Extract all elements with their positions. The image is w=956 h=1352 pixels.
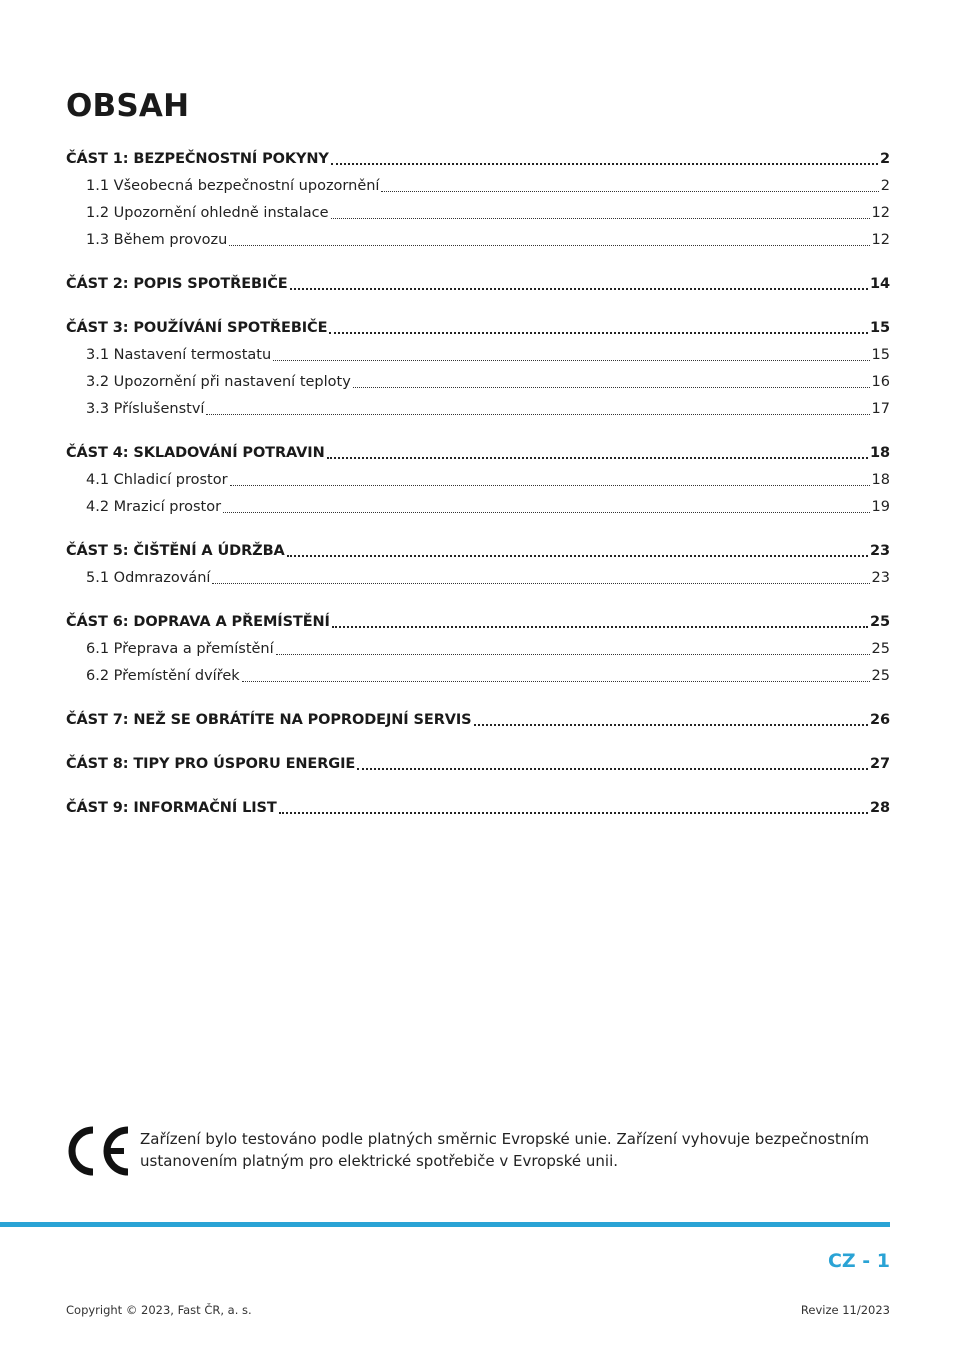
toc-page-number: 18: [870, 445, 890, 461]
toc-entry-label: 3.3 Příslušenství: [86, 401, 205, 417]
toc-dot-leader: [223, 512, 869, 513]
toc-page-number: 18: [871, 472, 890, 488]
toc-entry-label: ČÁST 8: TIPY PRO ÚSPORU ENERGIE: [66, 756, 356, 772]
copyright-text: Copyright © 2023, Fast ČR, a. s.: [66, 1303, 252, 1317]
toc-page-number: 15: [871, 347, 890, 363]
toc-dot-leader: [331, 218, 870, 219]
toc-subsection-entry[interactable]: [66, 173, 890, 200]
toc-page-number: 17: [871, 401, 890, 417]
toc-page-number: 28: [870, 800, 890, 816]
toc-dot-leader: [212, 583, 869, 584]
toc-entry-label: 3.1 Nastavení termostatu: [86, 347, 272, 363]
table-of-contents: [66, 146, 890, 822]
footer-divider: [0, 1222, 890, 1227]
toc-dot-leader: [327, 457, 868, 459]
toc-section-entry[interactable]: [66, 315, 890, 342]
ce-compliance-text: Zařízení bylo testováno podle platných směrnic Evropské unie. Zařízení vyhovuje bezpečnostním ustanovením platným pro elektrické spotřebiče v Evropské unii.: [140, 1130, 870, 1170]
toc-dot-leader: [331, 163, 878, 165]
toc-gap: [66, 254, 890, 271]
toc-page-number: 26: [870, 712, 890, 728]
toc-dot-leader: [332, 626, 868, 628]
toc-dot-leader: [229, 245, 869, 246]
page-title: OBSAH: [66, 88, 190, 124]
toc-page-number: 19: [871, 499, 890, 515]
toc-entry-label: ČÁST 6: DOPRAVA A PŘEMÍSTĚNÍ: [66, 614, 330, 630]
toc-dot-leader: [474, 724, 868, 726]
toc-entry-label: ČÁST 7: NEŽ SE OBRÁTÍTE NA POPRODEJNÍ SERVIS: [66, 712, 472, 728]
toc-subsection-entry[interactable]: [66, 467, 890, 494]
toc-entry-label: 4.2 Mrazicí prostor: [86, 499, 222, 515]
toc-page-number: 25: [871, 668, 890, 684]
toc-subsection-entry[interactable]: [66, 369, 890, 396]
revision-text: Revize 11/2023: [800, 1303, 890, 1317]
toc-page-number: 2: [880, 178, 890, 194]
toc-entry-label: 1.1 Všeobecná bezpečnostní upozornění: [86, 178, 380, 194]
toc-subsection-entry[interactable]: [66, 342, 890, 369]
toc-gap: [66, 734, 890, 751]
toc-section-entry[interactable]: [66, 440, 890, 467]
toc-entry-label: ČÁST 3: POUŽÍVÁNÍ SPOTŘEBIČE: [66, 320, 328, 336]
toc-page-number: 16: [871, 374, 890, 390]
toc-entry-label: 6.1 Přeprava a přemístění: [86, 641, 274, 657]
toc-page-number: 2: [880, 151, 890, 167]
toc-gap: [66, 592, 890, 609]
toc-gap: [66, 690, 890, 707]
toc-page-number: 25: [870, 614, 890, 630]
toc-page-number: 15: [870, 320, 890, 336]
toc-subsection-entry[interactable]: [66, 227, 890, 254]
toc-section-entry[interactable]: [66, 538, 890, 565]
toc-subsection-entry[interactable]: [66, 663, 890, 690]
toc-dot-leader: [276, 654, 870, 655]
toc-entry-label: ČÁST 1: BEZPEČNOSTNÍ POKYNY: [66, 151, 329, 167]
toc-entry-label: 3.2 Upozornění při nastavení teploty: [86, 374, 351, 390]
toc-subsection-entry[interactable]: [66, 636, 890, 663]
toc-gap: [66, 423, 890, 440]
toc-page-number: 14: [870, 276, 890, 292]
toc-gap: [66, 298, 890, 315]
toc-entry-label: ČÁST 9: INFORMAČNÍ LIST: [66, 800, 277, 816]
toc-section-entry[interactable]: [66, 146, 890, 173]
toc-dot-leader: [287, 555, 868, 557]
toc-subsection-entry[interactable]: [66, 494, 890, 521]
toc-dot-leader: [381, 191, 878, 192]
toc-dot-leader: [230, 485, 870, 486]
toc-entry-label: 6.2 Přemístění dvířek: [86, 668, 240, 684]
toc-section-entry[interactable]: [66, 795, 890, 822]
toc-dot-leader: [279, 812, 868, 814]
toc-subsection-entry[interactable]: [66, 565, 890, 592]
toc-dot-leader: [290, 288, 868, 290]
toc-entry-label: 1.2 Upozornění ohledně instalace: [86, 205, 329, 221]
toc-subsection-entry[interactable]: [66, 200, 890, 227]
page-number: CZ - 1: [827, 1250, 890, 1272]
toc-section-entry[interactable]: [66, 751, 890, 778]
toc-dot-leader: [329, 332, 868, 334]
toc-dot-leader: [353, 387, 870, 388]
toc-gap: [66, 778, 890, 795]
toc-subsection-entry[interactable]: [66, 396, 890, 423]
toc-entry-label: 4.1 Chladicí prostor: [86, 472, 228, 488]
toc-page-number: 12: [871, 232, 890, 248]
ce-mark-icon: [66, 1126, 130, 1176]
toc-entry-label: 5.1 Odmrazování: [86, 570, 211, 586]
toc-dot-leader: [273, 360, 869, 361]
toc-section-entry[interactable]: [66, 609, 890, 636]
toc-section-entry[interactable]: [66, 271, 890, 298]
toc-page-number: 25: [871, 641, 890, 657]
toc-page-number: 23: [871, 570, 890, 586]
toc-section-entry[interactable]: [66, 707, 890, 734]
toc-entry-label: ČÁST 2: POPIS SPOTŘEBIČE: [66, 276, 288, 292]
toc-entry-label: 1.3 Během provozu: [86, 232, 228, 248]
toc-entry-label: ČÁST 4: SKLADOVÁNÍ POTRAVIN: [66, 445, 325, 461]
toc-gap: [66, 521, 890, 538]
toc-dot-leader: [242, 681, 870, 682]
toc-entry-label: ČÁST 5: ČIŠTĚNÍ A ÚDRŽBA: [66, 543, 285, 559]
toc-page-number: 12: [871, 205, 890, 221]
toc-page-number: 23: [870, 543, 890, 559]
toc-page-number: 27: [870, 756, 890, 772]
toc-dot-leader: [206, 414, 869, 415]
toc-dot-leader: [357, 768, 868, 770]
